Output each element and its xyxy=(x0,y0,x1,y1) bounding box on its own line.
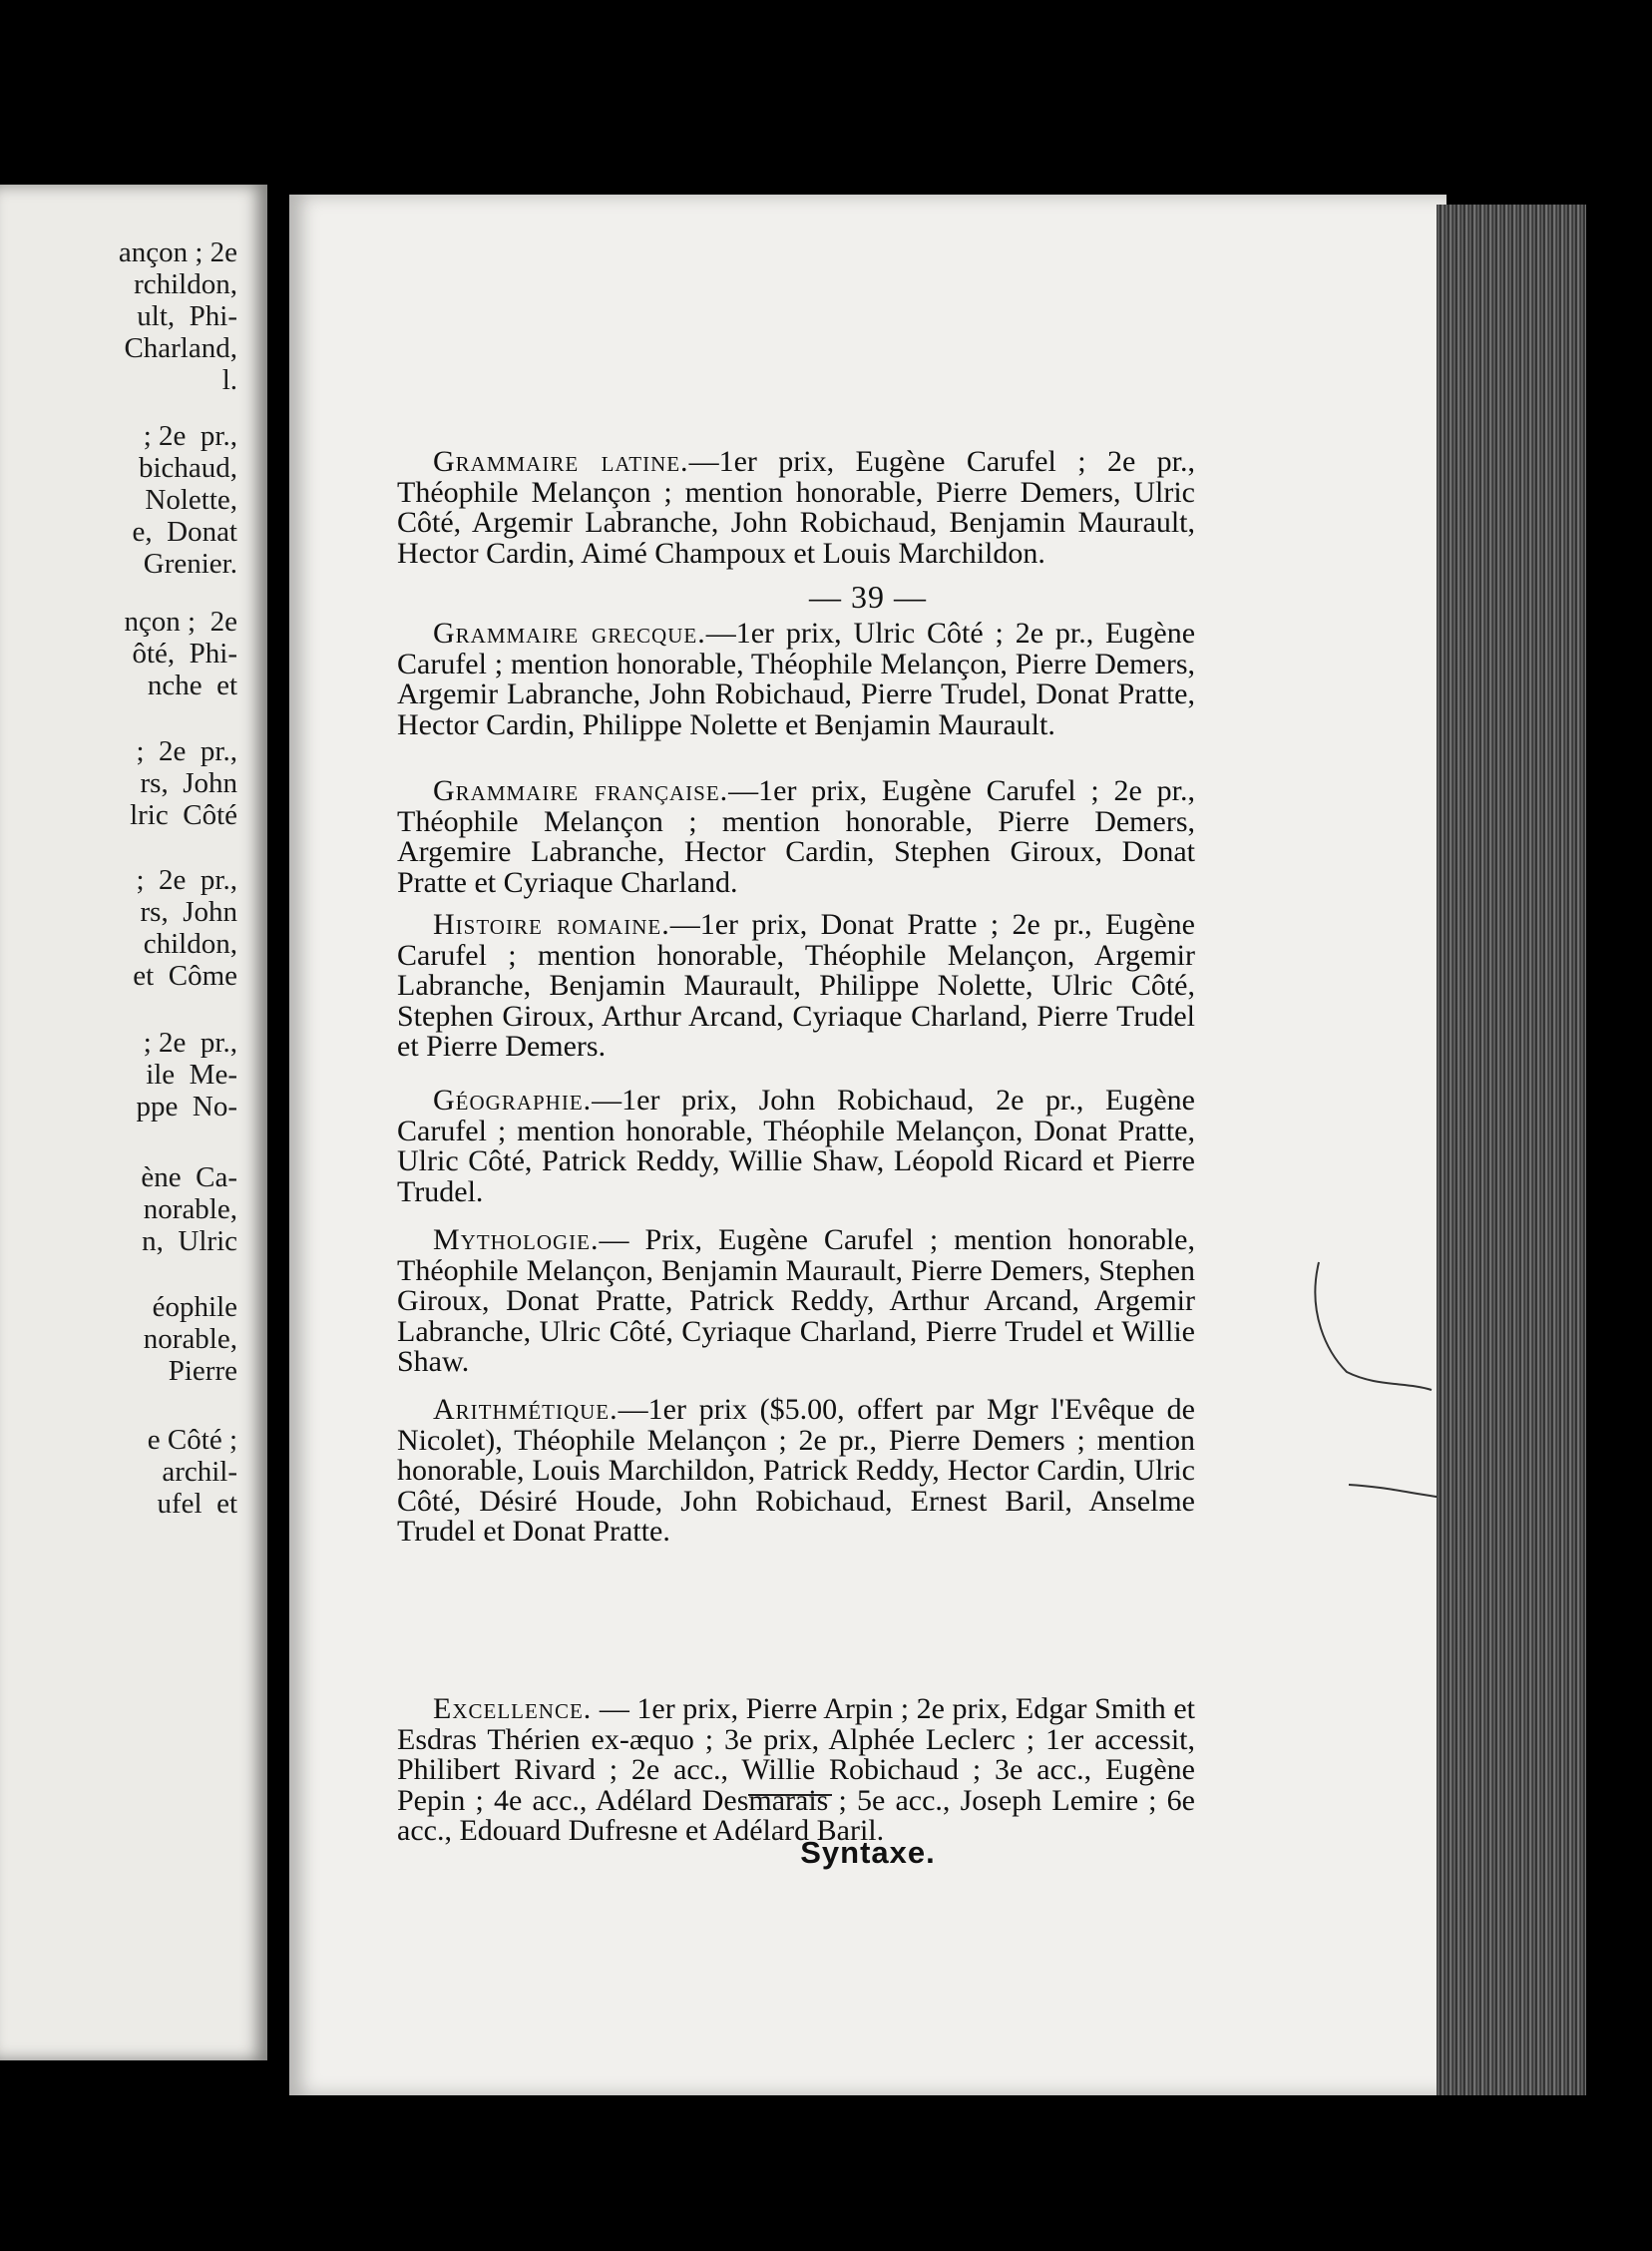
left-page-text-line: nçon ; 2e xyxy=(124,606,237,638)
left-page-text-line: Pierre xyxy=(168,1355,237,1387)
left-page-text-line: nche et xyxy=(147,670,237,701)
paragraph-heading: Grammaire latine. xyxy=(433,445,689,478)
paragraph-mythologie xyxy=(397,1225,1195,1378)
left-page-text-line: ène Ca- xyxy=(141,1161,237,1193)
left-page-text-line: éophile xyxy=(152,1291,237,1323)
left-page-text-line: norable, xyxy=(143,1323,237,1355)
paragraph-grammaire-grecque xyxy=(397,619,1195,740)
paragraph-histoire-romaine xyxy=(397,910,1195,1063)
left-page-text-line: l. xyxy=(221,364,237,396)
paragraph-heading: Histoire romaine. xyxy=(433,908,670,941)
paragraph-geographie xyxy=(397,1086,1195,1207)
left-page-text-line: rs, John xyxy=(140,767,237,799)
left-page-text-line: lric Côté xyxy=(130,799,237,831)
paragraph-excellence xyxy=(397,1694,1195,1847)
left-page-text-line: ile Me- xyxy=(146,1059,237,1091)
book-page xyxy=(289,195,1446,2095)
paragraph-body: —1er prix, Eugène Carufel ; 2e pr., Théophile Melançon ; mention honorable, Pierre Demers, Argemire Labranche, Hector Cardin, Stephen Giroux, Donat Pratte et Cyriaque Charland. xyxy=(397,774,1195,899)
left-page-text-line: ; 2e pr., xyxy=(143,420,237,452)
page-number: — 39 — xyxy=(809,579,927,615)
paragraph-body: —1er prix, Eugène Carufel ; 2e pr., Théophile Melançon ; mention honorable, Pierre Demers, Ulric Côté, Argemir Labranche, John Robichaud, Benjamin Maurault, Hector Cardin, Aimé Champoux et Louis Marchildon. xyxy=(397,445,1196,570)
left-page-text-line: ; 2e pr., xyxy=(136,864,237,896)
paragraph-arithmetique xyxy=(397,1395,1195,1548)
paragraph-heading: Excellence. xyxy=(433,1692,593,1725)
paragraph-body: —1er prix, Ulric Côté ; 2e pr., Eugène Carufel ; mention honorable, Théophile Melançon, Pierre Demers, Argemir Labranche, John Robichaud, Pierre Trudel, Donat Pratte, Hector Cardin, Philippe Nolette et Benjamin Maurault. xyxy=(397,617,1196,741)
left-page-text-line: ; 2e pr., xyxy=(143,1027,237,1059)
paragraph-grammaire-francaise xyxy=(397,776,1195,898)
paragraph-body: —1er prix, John Robichaud, 2e pr., Eugène Carufel ; mention honorable, Théophile Melançon, Donat Pratte, Ulric Côté, Patrick Reddy, Willie Shaw, Léopold Ricard et Pierre Trudel. xyxy=(397,1084,1195,1208)
paragraph-body: —1er prix ($5.00, offert par Mgr l'Evêque de Nicolet), Théophile Melançon ; 2e pr., Pierre Demers ; mention honorable, Louis Marchildon, Patrick Reddy, Hector Cardin, Ulric Côté, Désiré Houde, John Robichaud, Ernest Baril, Anselme Trudel et Donat Pratte. xyxy=(397,1393,1195,1548)
left-page-text-line: childon, xyxy=(143,928,237,960)
left-page-text-line: Charland, xyxy=(124,332,237,364)
left-page-fragment xyxy=(0,185,267,2060)
paragraph-heading: Grammaire française. xyxy=(433,774,729,807)
left-page-text-line: et Côme xyxy=(133,960,237,992)
left-page-text-line: n, Ulric xyxy=(142,1225,237,1257)
left-page-text-line: e, Donat xyxy=(132,516,237,548)
left-page-text-line: ôté, Phi- xyxy=(132,638,237,670)
paragraph-heading: Mythologie. xyxy=(433,1223,600,1256)
paragraph-body: — 1er prix, Pierre Arpin ; 2e prix, Edgar Smith et Esdras Thérien ex-æquo ; 3e prix, Alphée Leclerc ; 1er accessit, Philibert Rivard ; 2e acc., Willie Robichaud ; 3e acc., Eugène Pepin ; 4e acc., Adélard Desmarais ; 5e acc., Joseph Lemire ; 6e acc., Edouard Dufresne et Adélard Baril. xyxy=(397,1692,1195,1847)
left-page-text-line: Grenier. xyxy=(143,548,237,580)
left-page-text-line: rs, John xyxy=(140,896,237,928)
paragraph-grammaire-latine xyxy=(397,447,1195,569)
left-page-text-line: ult, Phi- xyxy=(137,300,237,332)
paragraph-heading: Géographie. xyxy=(433,1084,593,1117)
left-page-text-line: rchildon, xyxy=(134,268,237,300)
left-page-text-line: ; 2e pr., xyxy=(136,735,237,767)
left-page-text-line: e Côté ; xyxy=(147,1424,237,1456)
left-page-text-line: ançon ; 2e xyxy=(118,236,237,268)
paragraph-body: — Prix, Eugène Carufel ; mention honorable, Théophile Melançon, Benjamin Maurault, Pierre Demers, Stephen Giroux, Donat Pratte, Patrick Reddy, Arthur Arcand, Argemir Labranche, Ulric Côté, Cyriaque Charland, Pierre Trudel et Willie Shaw. xyxy=(397,1223,1195,1378)
paragraph-body: —1er prix, Donat Pratte ; 2e pr., Eugène Carufel ; mention honorable, Théophile Melançon, Argemir Labranche, Benjamin Maurault, Philippe Nolette, Ulric Côté, Stephen Giroux, Arthur Arcand, Cyriaque Charland, Pierre Trudel et Pierre Demers. xyxy=(397,908,1195,1063)
left-page-text-line: Nolette, xyxy=(145,484,237,516)
section-title: Syntaxe. xyxy=(800,1835,936,1870)
left-page-text-line: ppe No- xyxy=(136,1091,237,1123)
paragraph-heading: Grammaire grecque. xyxy=(433,617,706,650)
left-page-text-line: archil- xyxy=(162,1456,237,1488)
left-page-text-line: ufel et xyxy=(157,1488,237,1520)
left-page-text-line: bichaud, xyxy=(138,452,237,484)
page-edges xyxy=(1437,205,1586,2095)
left-page-text-line: norable, xyxy=(143,1193,237,1225)
paragraph-heading: Arithmétique. xyxy=(433,1393,619,1426)
